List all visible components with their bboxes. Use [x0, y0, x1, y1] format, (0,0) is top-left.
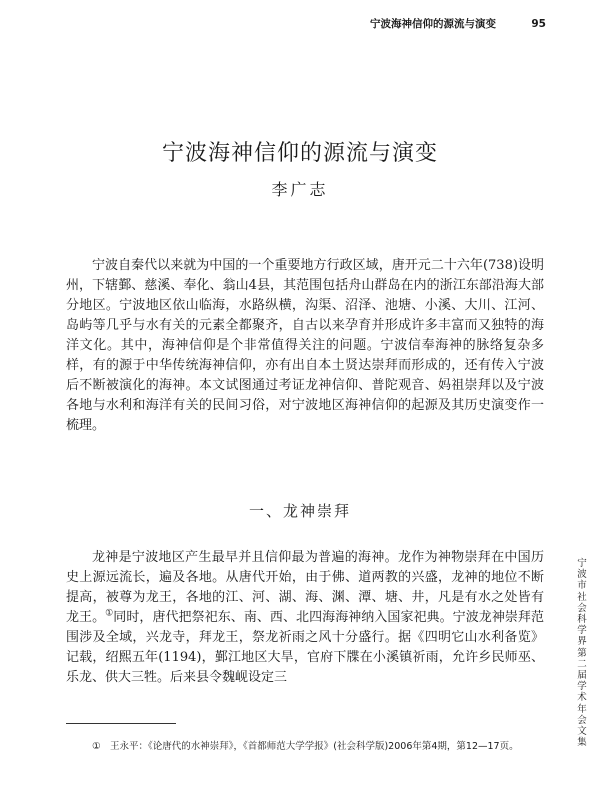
vertical-side-label: 宁波市社会科学界第二届学术年会文集: [577, 558, 587, 749]
section-heading: 一、龙神崇拜: [248, 502, 351, 520]
section-paragraph: [66, 548, 544, 688]
article-title: 宁波海神信仰的源流与演变: [161, 141, 438, 166]
footnote: ① 王永平：《论唐代的水神崇拜》，《首都师范大学学报》(社会科学版)2006年第4期，第12—17页。: [92, 741, 519, 752]
article-author: 李广志: [271, 180, 329, 199]
page-number: 95: [531, 18, 546, 30]
running-head: [370, 16, 550, 31]
footnote-marker[interactable]: ①: [105, 608, 114, 619]
abstract-paragraph: 宁波自秦代以来就为中国的一个重要地方行政区域，唐开元二十六年(738)设明州，下辖鄞、慈溪、奉化、翁山4县，其范围包括舟山群岛在内的浙江东部沿海大部分地区。宁波地区依山临海，水路纵横，沟渠、沼泽、池塘、小溪、大川、江河、岛屿等几乎与水有关的元素全都聚齐，自古以来孕育并形成许多丰富而又独特的海洋文化。其中，海神信仰是个非常值得关注的问题。宁波信奉海神的脉络复杂多样，有的源于中华传统海神信仰，亦有出自本土贤达崇拜而形成的，还有传入宁波后不断被演化的海神。本文试图通过考证龙神信仰、普陀观音、妈祖崇拜以及宁波各地与水利和海洋有关的民间习俗，对宁波地区海神信仰的起源及其历史演变作一梳理。: [66, 258, 544, 433]
paragraph-text-before-note: 龙神是宁波地区产生最早并且信仰最为普遍的海神。龙作为神物崇拜在中国历史上源远流长，遍及各地。从唐代开始，由于佛、道两教的兴盛，龙神的地位不断提高，被尊为龙王，各地的江、河、湖、海、渊、潭、塘、井，凡是有水之处皆有龙王。: [66, 550, 544, 625]
running-head-title: 宁波海神信仰的源流与演变: [370, 18, 496, 30]
paragraph-text-after-note: 同时，唐代把祭祀东、南、西、北四海海神纳入国家祀典。宁波龙神崇拜范围涉及全域，兴龙寺，拜龙王，祭龙祈雨之风十分盛行。据《四明它山水利备览》记载，绍熙五年(1194)，鄞江地区大旱，官府下牒在小溪镇祈雨，允许乡民师巫、乐龙、供大三牲。后来县令魏岘设定三: [66, 610, 544, 685]
footnote-divider: [66, 723, 176, 724]
